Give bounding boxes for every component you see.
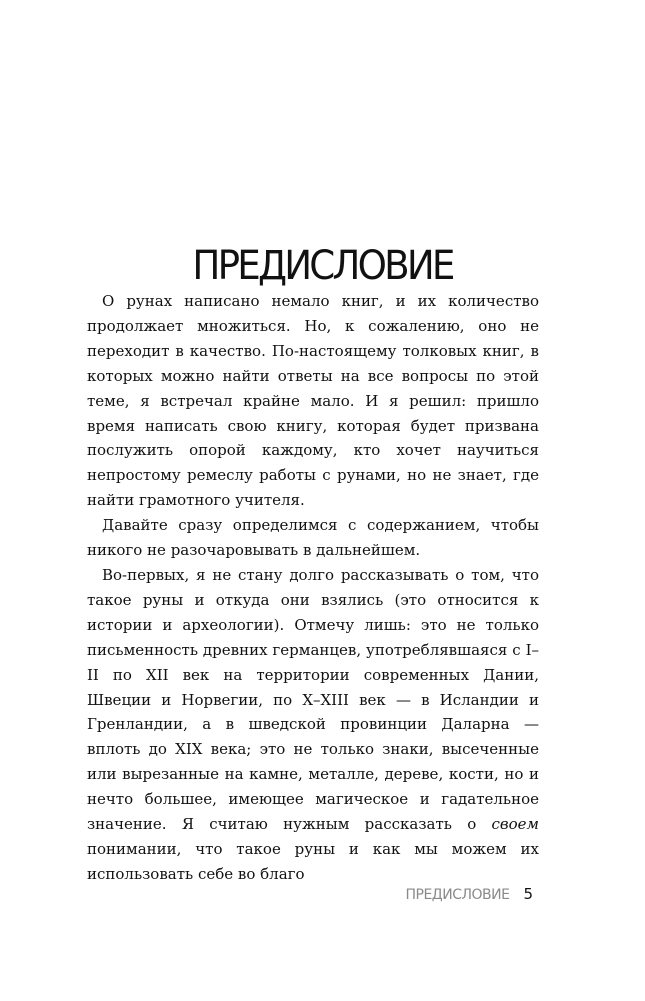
running-head: ПРЕДИСЛОВИЕ	[405, 887, 510, 903]
paragraph-3-part-1: Во-первых, я не стану долго рассказывать о том, что такое руны и откуда они взялись (это относится к истории и археологии). Отмечу лишь: это не только письменность древних германцев, употреблявшаяся с I–II по XII век на территории современных Дании, Швеции и Норвегии, по X–XIII век — в Исландии и Гренландии, а в шведской провинции Даларна — вплоть до XIX века; это не только знаки, высеченные или вырезанные на камне, металле, дереве, кости, но и нечто большее, имеющее магическое и гадательное значение. Я считаю нужным рассказать о	[87, 565, 539, 834]
page-number: 5	[523, 885, 533, 903]
paragraph-3	[87, 563, 539, 887]
body-text	[87, 289, 539, 887]
paragraph-2: Давайте сразу определимся с содержанием, чтобы никого не разочаровывать в дальнейшем.	[87, 516, 539, 560]
paragraph-3-part-2: понимании, что такое руны и как мы можем их использовать себе во благо	[87, 839, 539, 883]
page-footer	[405, 885, 533, 903]
paragraph-3-emphasis: своем	[491, 815, 539, 834]
paragraph-1: О рунах написано немало книг, и их количество продолжает множиться. Но, к сожалению, оно не переходит в качество. По-настоящему толковых книг, в которых можно найти ответы на все вопросы по этой теме, я встречал крайне мало. И я решил: пришло время написать свою книгу, которая будет призвана послужить опорой каждому, кто хочет научиться непростому ремеслу работы с рунами, но не знает, где найти грамотного учителя.	[87, 292, 539, 510]
chapter-title: ПРЕДИСЛОВИЕ	[192, 243, 453, 289]
